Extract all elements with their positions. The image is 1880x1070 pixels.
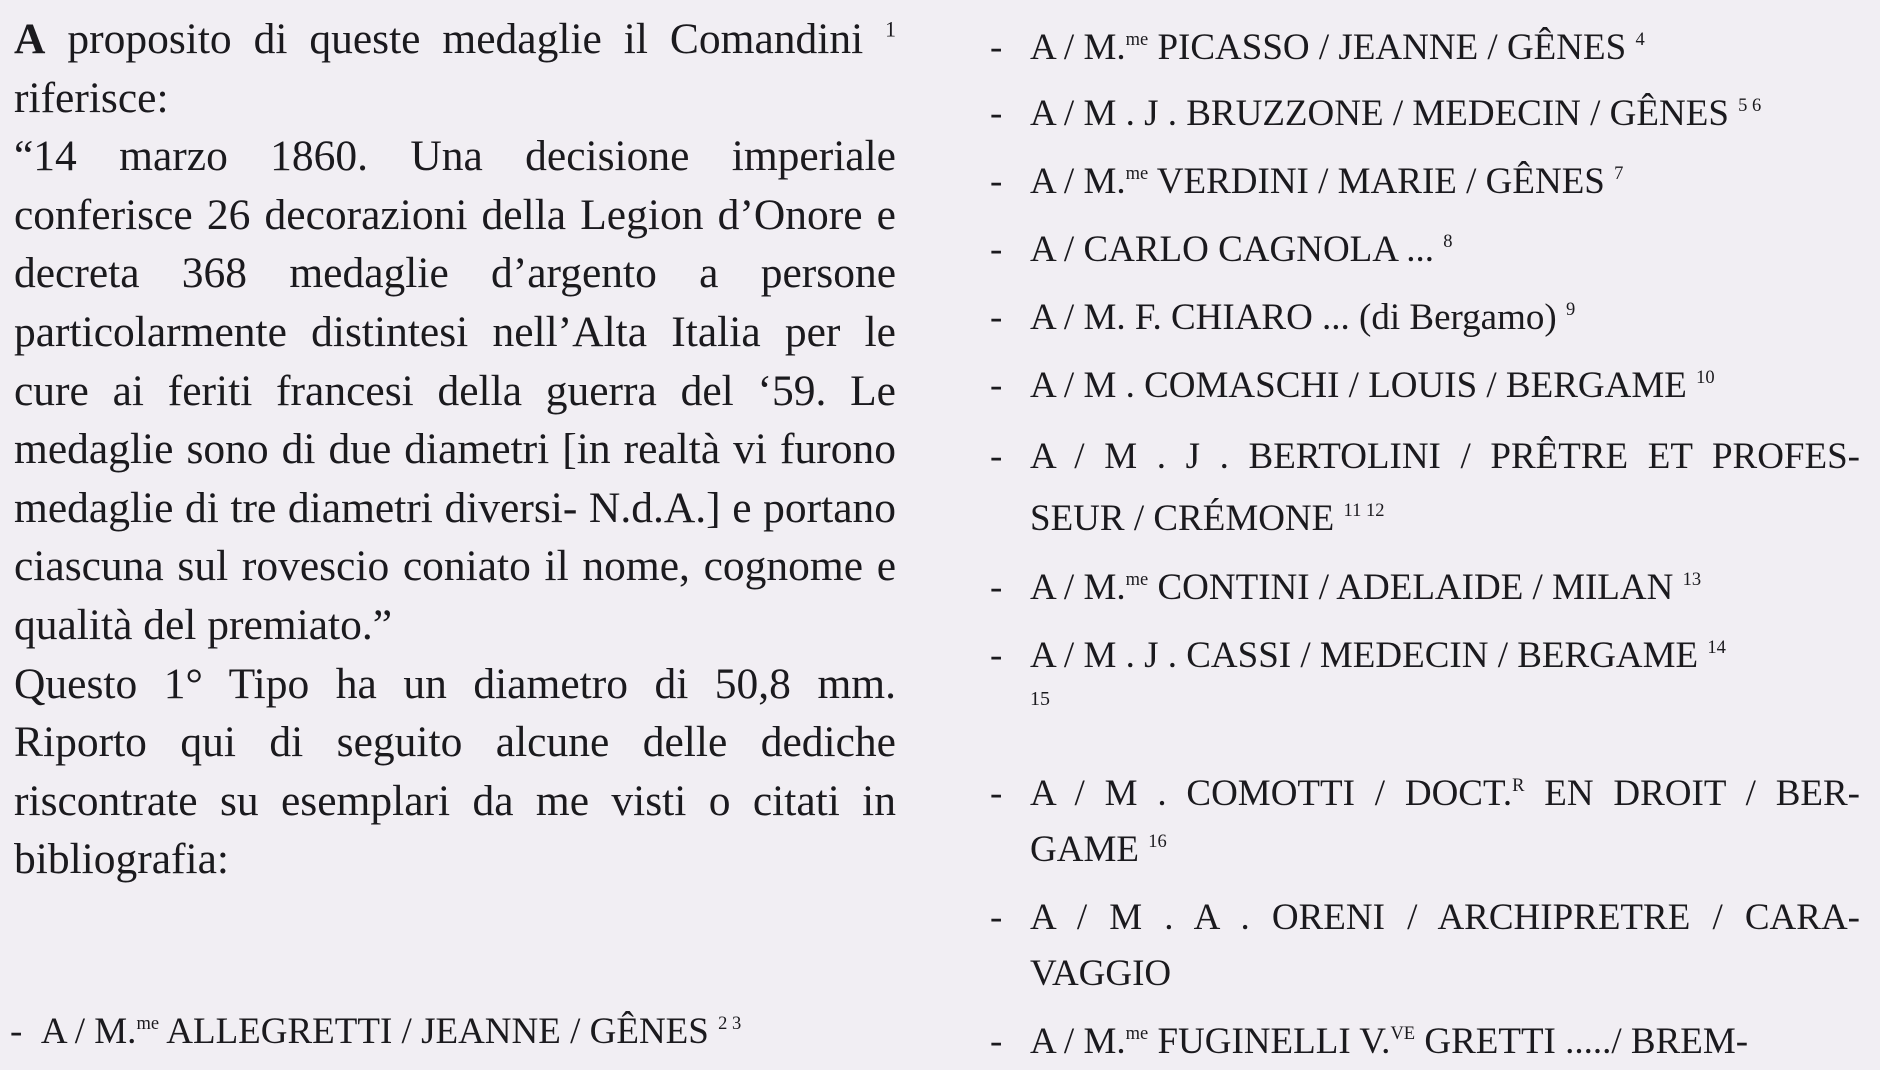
list-item-continuation: SEUR / CRÉMONE $^{11 12}$ — [1030, 498, 1385, 539]
left-column — [14, 10, 896, 889]
intro-text: proposito di queste medaglie il Comandini — [45, 15, 886, 63]
intro-tail: riferisce: — [14, 73, 169, 122]
list-item: - A / M.$^{me}$ VERDINI / MARIE / GÊNES $^7$ — [990, 161, 1624, 202]
type-paragraph: Questo 1° Tipo ha un diametro di 50,8 mm. Riporto qui di seguito alcune delle dediche riscontrate su esemplari da me visti o citati in bibliografia: — [14, 659, 896, 884]
list-item: - A / CARLO CAGNOLA ... $^8$ — [990, 229, 1453, 270]
list-item: - A / M . J . BERTOLINI / PRÊTRE ET PROFES- — [990, 436, 1860, 477]
list-item-continuation — [990, 684, 1860, 766]
footnote-ref: 2 3 — [718, 1014, 742, 1035]
dedication-text: A / M.$^{me}$ ALLEGRETTI / JEANNE / GÊNES $^{2 3}$ — [40, 1011, 742, 1052]
list-item: - A / M . COMASCHI / LOUIS / BERGAME $^{10}$ — [990, 365, 1715, 406]
list-dash: - — [10, 1011, 23, 1052]
footnote-ref: 1 — [885, 17, 896, 42]
list-item: - A / M.$^{me}$ FUGINELLI V.$^{VE}$ GRETTI ...../ BREM- — [990, 1021, 1749, 1062]
dedication-first — [10, 1004, 910, 1060]
list-item: - A / M.$^{me}$ CONTINI / ADELAIDE / MILAN $^{13}$ — [990, 567, 1702, 608]
quote-paragraph: “14 marzo 1860. Una decisione imperiale conferisce 26 decorazioni della Legion d’Onore e decreta 368 medaglie d’argento a persone particolarmente distintesi nell’Alta Italia per le cure ai feriti francesi della guerra del ‘59. Le medaglie sono di due diametri [in realtà vi furono medaglie di tre diametri diversi- N.d.A.] e portano ciascuna sul rovescio coniato il nome, cognome e qualità del premiato.” — [14, 132, 896, 649]
list-item: - A / M. F. CHIARO ... (di Bergamo) $^9$ — [990, 297, 1576, 338]
list-item: - A / M . COMOTTI / DOCT.$^R$ EN DROIT / BER- — [990, 773, 1860, 814]
intro-paragraph — [14, 10, 896, 127]
list-item: - A / M.$^{me}$ PICASSO / JEANNE / GÊNES $^4$ — [990, 27, 1645, 68]
drop-cap: A — [14, 15, 46, 63]
footnote-ref: 15 — [1030, 688, 1050, 710]
list-item-continuation: VAGGIO — [1030, 953, 1172, 994]
list-item: - A / M . J . BRUZZONE / MEDECIN / GÊNES $^{5 6}$ — [990, 93, 1762, 134]
list-item-continuation: GAME $^{16}$ — [1030, 829, 1167, 870]
dedication-list — [990, 20, 1860, 1070]
list-item: - A / M . A . ORENI / ARCHIPRETRE / CARA- — [990, 897, 1860, 938]
list-item: - A / M . J . CASSI / MEDECIN / BERGAME $^{14}$ — [990, 635, 1726, 676]
